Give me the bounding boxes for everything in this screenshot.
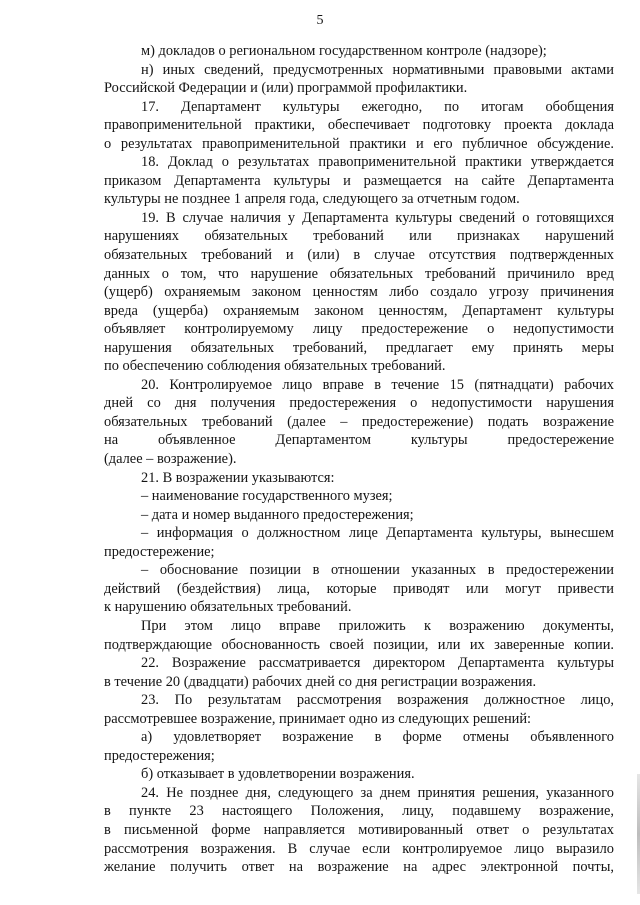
text-line: приказом Департамента культуры и размещается на сайте Департамента bbox=[104, 172, 614, 189]
text-line: о результатах правоприменительной практики и его публичное обсуждение. bbox=[104, 135, 614, 152]
text-line: 20. Контролируемое лицо вправе в течение 15 (пятнадцати) рабочих bbox=[141, 376, 614, 393]
text-line: обязательных требований (далее – предостережение) подать возражение bbox=[104, 413, 614, 430]
text-line: – наименование государственного музея; bbox=[141, 488, 393, 505]
text-line: нарушения обязательных требований, предлагает ему принять меры bbox=[104, 339, 614, 356]
text-line: вреда (ущерба) охраняемым законом ценностям, Департамент культуры bbox=[104, 302, 614, 319]
text-line: обязательных требований и (или) в случае отсутствия подтвержденных bbox=[104, 247, 614, 264]
text-line: (далее – возражение). bbox=[104, 451, 237, 468]
text-line: – информация о должностном лице Департамента культуры, вынесшем bbox=[141, 525, 614, 542]
text-line: на объявленное Департаментом культуры предостережение bbox=[104, 432, 614, 449]
text-line: рассмотрения возражения. В случае если контролируемое лицо выразило bbox=[104, 840, 614, 857]
document-body bbox=[104, 42, 614, 877]
text-line: в течение 20 (двадцати) рабочих дней со дня регистрации возражения. bbox=[104, 673, 537, 690]
text-line: желание получить ответ на возражение на адрес электронной почты, bbox=[104, 859, 614, 876]
text-line: н) иных сведений, предусмотренных нормативными правовыми актами bbox=[141, 61, 614, 78]
text-line: предостережения; bbox=[104, 747, 215, 764]
text-line: правоприменительной практики, обеспечивает подготовку проекта доклада bbox=[104, 117, 614, 134]
text-line: действий (бездействия) лица, которые приводят или могут привести bbox=[104, 580, 614, 597]
text-line: в пункте 23 настоящего Положения, лицу, подавшему возражение, bbox=[104, 803, 614, 820]
text-line: объявляет контролируемому лицу предостережение о недопустимости bbox=[104, 321, 614, 338]
text-line: предостережение; bbox=[104, 543, 215, 560]
text-line: 24. Не позднее дня, следующего за днем принятия решения, указанного bbox=[141, 784, 614, 801]
text-line: 22. Возражение рассматривается директором Департамента культуры bbox=[141, 655, 614, 672]
text-line: 23. По результатам рассмотрения возражения должностное лицо, bbox=[141, 692, 614, 709]
text-line: 19. В случае наличия у Департамента культуры сведений о готовящихся bbox=[141, 209, 614, 226]
page-number: 5 bbox=[316, 13, 324, 28]
text-line: (ущерб) охраняемым законом ценностям либо создало угрозу причинения bbox=[104, 284, 614, 301]
text-line: рассмотревшее возражение, принимает одно из следующих решений: bbox=[104, 710, 532, 727]
text-line: При этом лицо вправе приложить к возражению документы, bbox=[141, 617, 614, 634]
text-line: к нарушению обязательных требований. bbox=[104, 599, 352, 616]
text-line: данных о том, что нарушение обязательных требований причинило вред bbox=[104, 265, 614, 282]
text-line: 21. В возражении указываются: bbox=[141, 469, 335, 486]
text-line: 18. Доклад о результатах правоприменительной практики утверждается bbox=[141, 154, 614, 171]
text-line: подтверждающие обоснованность своей позиции, или их заверенные копии. bbox=[104, 636, 614, 653]
text-line: нарушениях обязательных требований или признаках нарушений bbox=[104, 228, 614, 245]
text-line: 17. Департамент культуры ежегодно, по итогам обобщения bbox=[141, 98, 614, 115]
text-line: в письменной форме направляется мотивированный ответ о результатах bbox=[104, 821, 614, 838]
text-line: м) докладов о региональном государственном контроле (надзоре); bbox=[141, 43, 547, 59]
text-line: культуры не позднее 1 апреля года, следующего за отчетным годом. bbox=[104, 191, 520, 208]
text-line: а) удовлетворяет возражение в форме отмены объявленного bbox=[141, 729, 614, 746]
text-line: Российской Федерации и (или) программой профилактики. bbox=[104, 80, 468, 97]
text-line: по обеспечению соблюдения обязательных требований. bbox=[104, 358, 446, 375]
text-line: – дата и номер выданного предостережения; bbox=[141, 506, 414, 523]
text-line: б) отказывает в удовлетворении возражения. bbox=[141, 766, 415, 783]
text-line: дней со дня получения предостережения о недопустимости нарушения bbox=[104, 395, 614, 412]
text-line: – обоснование позиции в отношении указанных в предостережении bbox=[141, 562, 614, 579]
